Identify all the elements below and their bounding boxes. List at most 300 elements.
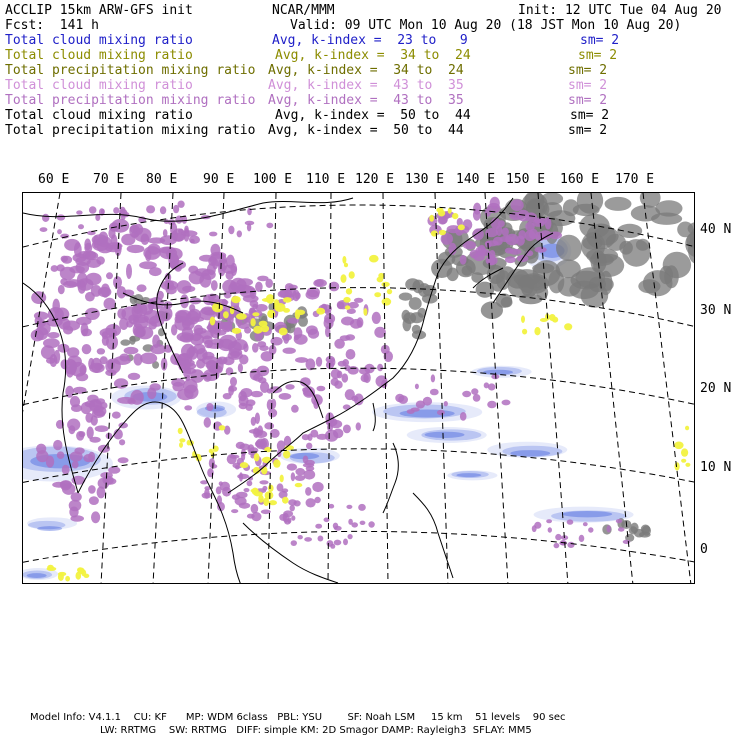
precip-magenta-cell [218,258,228,271]
precip-yellow-cell [250,318,255,326]
precip-yellow-cell [341,274,347,283]
legend-field-name: Total precipitation mixing ratio [5,63,256,78]
precip-blue-patch [425,432,465,438]
precip-magenta-cell [291,405,299,413]
precip-magenta-cell [89,496,99,505]
precip-magenta-cell [89,363,105,373]
cloud-gray-cell [638,279,660,293]
precip-magenta-cell [57,229,62,234]
precip-magenta-cell [61,256,68,262]
legend-smoothing: sm= 2 [568,93,608,108]
precip-yellow-cell [77,567,83,572]
precip-magenta-cell [82,344,92,354]
precip-magenta-cell [181,359,195,367]
precip-magenta-cell [430,389,439,396]
precip-magenta-cell [334,526,342,531]
cloud-gray-cell [677,222,693,238]
precip-magenta-cell [239,472,243,481]
precip-yellow-cell [344,263,348,268]
precip-magenta-cell [532,525,537,532]
precip-magenta-cell [111,219,129,233]
precip-magenta-cell [306,498,316,507]
precip-yellow-cell [283,450,290,458]
precip-magenta-cell [127,245,145,253]
precip-magenta-cell [106,272,113,279]
graticule-line [383,193,388,584]
precip-magenta-cell [210,252,226,259]
legend-k-index: Avg, k-index = 34 to 24 [268,63,464,78]
precip-magenta-cell [76,210,82,214]
precip-magenta-cell [91,511,100,523]
precip-magenta-cell [230,377,237,387]
precip-magenta-cell [257,276,268,282]
cloud-gray-cell [593,227,619,246]
precip-magenta-cell [224,291,232,298]
precip-magenta-cell [96,256,105,265]
precip-magenta-cell [226,367,234,375]
legend-k-index: Avg, k-index = 43 to 35 [268,78,464,93]
precip-magenta-cell [57,451,65,459]
precip-magenta-cell [487,401,496,408]
precip-magenta-cell [193,344,205,355]
precip-magenta-cell [327,540,334,547]
precip-magenta-cell [583,522,588,526]
precip-yellow-cell [261,466,267,474]
precip-magenta-cell [43,338,60,348]
precip-yellow-cell [280,475,284,483]
lon-label: 70 E [93,172,125,187]
precip-yellow-cell [549,314,556,321]
lon-label: 100 E [253,172,293,187]
precip-magenta-cell [118,457,129,463]
precip-yellow-cell [240,462,249,468]
lat-label: 30 N [700,303,732,318]
precip-yellow-cell [232,328,241,334]
precip-magenta-cell [237,474,249,479]
precip-magenta-cell [226,255,235,269]
precip-magenta-cell [251,512,261,521]
precip-magenta-cell [316,357,322,367]
cloud-gray-cell [558,277,581,297]
precip-magenta-cell [490,197,500,209]
precip-yellow-cell [178,428,183,434]
precip-magenta-cell [252,343,259,353]
precip-magenta-cell [567,519,574,524]
precip-magenta-cell [78,224,84,229]
precip-magenta-cell [460,255,467,265]
precip-magenta-cell [303,456,309,464]
precip-yellow-cell [296,310,305,315]
cloud-gray-cell [605,197,632,211]
init-time: Init: 12 UTC Tue 04 Aug 20 [518,3,722,18]
precip-magenta-cell [318,536,324,542]
precip-magenta-cell [97,348,105,354]
precip-magenta-cell [100,356,108,364]
lon-label: 170 E [615,172,655,187]
precip-magenta-cell [267,399,274,410]
cloud-gray-cell [491,274,506,291]
precip-magenta-cell [48,332,60,338]
center-label: NCAR/MMM [272,3,335,18]
precip-magenta-cell [148,321,157,329]
precip-yellow-cell [675,462,680,470]
precip-magenta-cell [69,360,76,375]
legend-field-name: Total precipitation mixing ratio [5,93,256,108]
precip-magenta-cell [312,482,323,492]
precip-magenta-cell [183,367,191,378]
precip-magenta-cell [305,487,311,496]
precip-magenta-cell [137,284,147,292]
precip-yellow-cell [316,308,325,315]
precip-magenta-cell [58,285,65,294]
precip-yellow-cell [378,273,384,279]
cloud-gray-cell [399,293,412,301]
precip-yellow-cell [681,459,686,463]
precip-magenta-cell [462,391,471,397]
precip-magenta-cell [283,348,296,354]
precip-magenta-cell [57,214,66,220]
precip-magenta-cell [71,404,82,412]
graticule-line [23,531,695,562]
precip-magenta-cell [329,358,335,367]
precip-magenta-cell [579,535,585,542]
precip-magenta-cell [141,234,150,245]
precip-magenta-cell [473,203,481,215]
lat-label: 40 N [700,222,732,237]
precip-magenta-cell [517,210,529,222]
precip-magenta-cell [623,540,631,544]
precip-magenta-cell [295,475,305,481]
precip-yellow-cell [179,438,185,442]
precip-magenta-cell [81,402,92,414]
precip-yellow-cell [58,572,66,576]
precip-magenta-cell [261,351,274,361]
precip-yellow-cell [279,328,288,336]
precip-magenta-cell [337,302,345,310]
precip-magenta-cell [488,383,496,390]
precip-magenta-cell [40,227,48,232]
precip-magenta-cell [178,229,183,234]
precip-magenta-cell [100,328,118,338]
precip-yellow-cell [452,213,458,219]
precip-magenta-cell [194,328,206,334]
precip-magenta-cell [124,347,139,354]
precip-magenta-cell [143,246,160,260]
precip-yellow-cell [374,292,381,297]
precip-magenta-cell [554,543,560,548]
precip-magenta-cell [74,447,84,454]
precip-yellow-cell [268,485,274,492]
precip-magenta-cell [255,413,260,425]
cloud-gray-cell [527,276,546,291]
precip-magenta-cell [87,427,94,439]
precip-magenta-cell [411,408,420,412]
precip-magenta-cell [64,239,80,251]
precip-magenta-cell [239,355,248,365]
precip-magenta-cell [140,304,153,315]
precip-magenta-cell [431,374,435,382]
precip-magenta-cell [279,393,292,400]
precip-magenta-cell [173,205,179,213]
precip-yellow-cell [382,298,392,306]
precip-magenta-cell [395,394,404,403]
precip-magenta-cell [257,341,266,347]
forecast-hour: Fcst: 141 h [5,18,99,33]
cloud-gray-cell [622,239,650,267]
precip-magenta-cell [548,527,552,532]
precip-magenta-cell [203,373,212,382]
precip-magenta-cell [140,353,157,365]
precip-magenta-cell [204,417,211,427]
precip-magenta-cell [42,214,49,222]
legend-row [5,63,735,78]
precip-magenta-cell [126,264,132,279]
precip-blue-patch [483,370,513,375]
precip-magenta-cell [337,371,343,379]
precip-magenta-cell [204,489,210,499]
precip-magenta-cell [107,360,114,370]
precip-magenta-cell [190,316,204,322]
precip-yellow-cell [674,442,683,450]
precip-magenta-cell [85,292,95,302]
precip-magenta-cell [460,412,467,421]
precip-magenta-cell [505,256,516,263]
precip-magenta-cell [368,521,374,527]
precip-magenta-cell [173,233,184,242]
legend-smoothing: sm= 2 [580,33,620,48]
legend-smoothing: sm= 2 [578,48,618,63]
precip-yellow-cell [253,326,262,334]
precip-magenta-cell [196,359,205,369]
precip-magenta-cell [348,366,359,375]
precip-blue-patch [456,473,481,477]
map-canvas [23,193,695,584]
precip-yellow-cell [381,282,389,287]
precip-yellow-cell [265,491,274,499]
precip-yellow-cell [342,256,346,264]
precip-magenta-cell [210,364,221,373]
precip-yellow-cell [252,312,259,316]
precip-yellow-cell [262,298,273,302]
precip-magenta-cell [304,537,312,542]
precip-magenta-cell [555,534,561,540]
precip-yellow-cell [47,565,54,570]
precip-magenta-cell [72,461,79,469]
precip-yellow-cell [273,459,280,467]
precip-magenta-cell [294,500,301,506]
precip-magenta-cell [98,478,110,489]
precip-yellow-cell [236,313,247,320]
precip-magenta-cell [88,485,96,494]
precip-magenta-cell [277,483,284,491]
precip-magenta-cell [518,230,526,240]
precip-magenta-cell [183,379,198,394]
precip-magenta-cell [298,535,303,539]
precip-yellow-cell [369,255,379,263]
precip-magenta-cell [331,378,339,386]
lon-label: 60 E [38,172,70,187]
precip-yellow-cell [223,311,229,318]
precip-magenta-cell [226,271,234,280]
precip-magenta-cell [334,540,342,546]
run-title: ACCLIP 15km ARW-GFS init [5,3,193,18]
legend-row [5,78,735,93]
precip-magenta-cell [117,308,126,319]
precip-magenta-cell [166,248,183,261]
legend-k-index: Avg, k-index = 50 to 44 [268,123,464,138]
legend-smoothing: sm= 2 [570,108,610,123]
precip-magenta-cell [271,337,283,346]
precip-yellow-cell [387,289,392,294]
precip-magenta-cell [202,335,213,344]
precip-magenta-cell [83,454,94,462]
cloud-gray-cell [120,339,130,345]
precip-yellow-cell [251,489,259,493]
precip-magenta-cell [291,515,295,520]
precip-magenta-cell [372,312,381,324]
precip-magenta-cell [113,276,122,288]
cloud-gray-cell [663,252,691,279]
precip-magenta-cell [212,258,218,269]
precip-magenta-cell [81,323,89,337]
precip-magenta-cell [133,315,149,323]
cloud-gray-cell [589,254,614,266]
precip-magenta-cell [206,403,213,411]
precip-magenta-cell [262,486,267,491]
precip-magenta-cell [85,413,93,423]
precip-magenta-cell [184,405,192,410]
precip-magenta-cell [343,539,348,546]
precip-magenta-cell [60,234,69,239]
precip-yellow-cell [681,448,688,456]
coastline [23,198,353,221]
precip-magenta-cell [190,239,195,244]
precip-magenta-cell [361,374,369,382]
precip-magenta-cell [214,330,227,336]
legend-smoothing: sm= 2 [568,123,608,138]
precip-yellow-cell [283,297,292,303]
cloud-gray-cell [410,312,424,323]
precip-magenta-cell [76,431,84,441]
lon-label: 110 E [306,172,346,187]
precip-magenta-cell [229,455,239,459]
lon-label: 130 E [405,172,445,187]
precip-yellow-cell [521,316,525,323]
precip-magenta-cell [348,519,353,525]
precip-magenta-cell [235,497,247,506]
precip-yellow-cell [685,463,690,467]
precip-magenta-cell [315,524,322,529]
precip-magenta-cell [184,226,189,234]
legend-k-index: Avg, k-index = 34 to 24 [275,48,471,63]
precip-magenta-cell [471,388,478,395]
precip-magenta-cell [249,429,262,434]
precip-magenta-cell [149,267,162,276]
precip-magenta-cell [63,281,77,288]
precip-yellow-cell [268,310,275,316]
precip-magenta-cell [546,519,552,523]
precip-magenta-cell [246,399,256,406]
precip-magenta-cell [133,323,144,337]
precip-magenta-cell [266,223,273,229]
graticule-line [328,193,331,584]
precip-magenta-cell [106,242,122,249]
precip-magenta-cell [112,412,121,419]
valid-time: Valid: 09 UTC Mon 10 Aug 20 (18 JST Mon 10 Aug 20) [290,18,682,33]
cloud-gray-cell [542,202,562,217]
precip-magenta-cell [264,422,274,429]
precip-magenta-cell [302,434,310,440]
precip-blue-patch [562,511,612,517]
model-info-line1: Model Info: V4.1.1 CU: KF MP: WDM 6class PBL: YSU SF: Noah LSM 15 km 51 levels 90 sec [30,712,566,723]
precip-magenta-cell [101,284,110,298]
model-info-line2: LW: RRTMG SW: RRTMG DIFF: simple KM: 2D Smagor DAMP: Rayleigh3 SFLAY: MM5 [100,725,532,736]
precip-magenta-cell [228,226,234,235]
precip-magenta-cell [484,382,489,388]
precip-magenta-cell [511,199,524,211]
precip-magenta-cell [325,430,338,442]
precip-magenta-cell [343,425,351,434]
precip-magenta-cell [308,329,319,339]
lat-label: 20 N [700,381,732,396]
precip-magenta-cell [444,401,448,406]
precip-magenta-cell [130,225,138,233]
precip-magenta-cell [113,356,131,365]
lon-label: 80 E [146,172,178,187]
precip-magenta-cell [231,509,238,513]
precip-magenta-cell [287,464,297,471]
precip-yellow-cell [179,442,183,448]
precip-magenta-cell [341,317,354,326]
precip-yellow-cell [295,483,303,487]
precip-magenta-cell [616,519,622,523]
precip-magenta-cell [358,504,366,511]
precip-yellow-cell [210,317,216,326]
precip-magenta-cell [69,507,78,518]
precip-magenta-cell [119,439,125,445]
lon-label: 150 E [506,172,546,187]
precip-magenta-cell [60,267,76,280]
precip-yellow-cell [429,215,434,222]
graticule-line [23,449,695,483]
precip-yellow-cell [65,576,70,582]
precip-magenta-cell [618,527,625,531]
precip-magenta-cell [46,456,54,468]
precip-magenta-cell [86,273,102,286]
precip-magenta-cell [60,481,71,491]
precip-magenta-cell [346,349,356,360]
precip-magenta-cell [209,232,217,237]
legend-row [5,123,735,138]
precip-yellow-cell [258,495,263,503]
precip-yellow-cell [343,297,350,303]
precip-magenta-cell [230,351,240,358]
precip-magenta-cell [50,354,58,367]
precip-magenta-cell [437,410,445,415]
precip-magenta-cell [348,534,353,539]
precip-yellow-cell [564,323,572,330]
cloud-gray-cell [471,272,483,283]
precip-magenta-cell [239,444,250,451]
precip-magenta-cell [62,465,70,475]
precip-magenta-cell [160,206,166,214]
precip-magenta-cell [342,359,349,366]
precip-magenta-cell [258,377,267,383]
precip-magenta-cell [291,540,297,546]
precip-magenta-cell [314,497,320,503]
legend-row [5,33,735,48]
precip-magenta-cell [201,269,215,280]
